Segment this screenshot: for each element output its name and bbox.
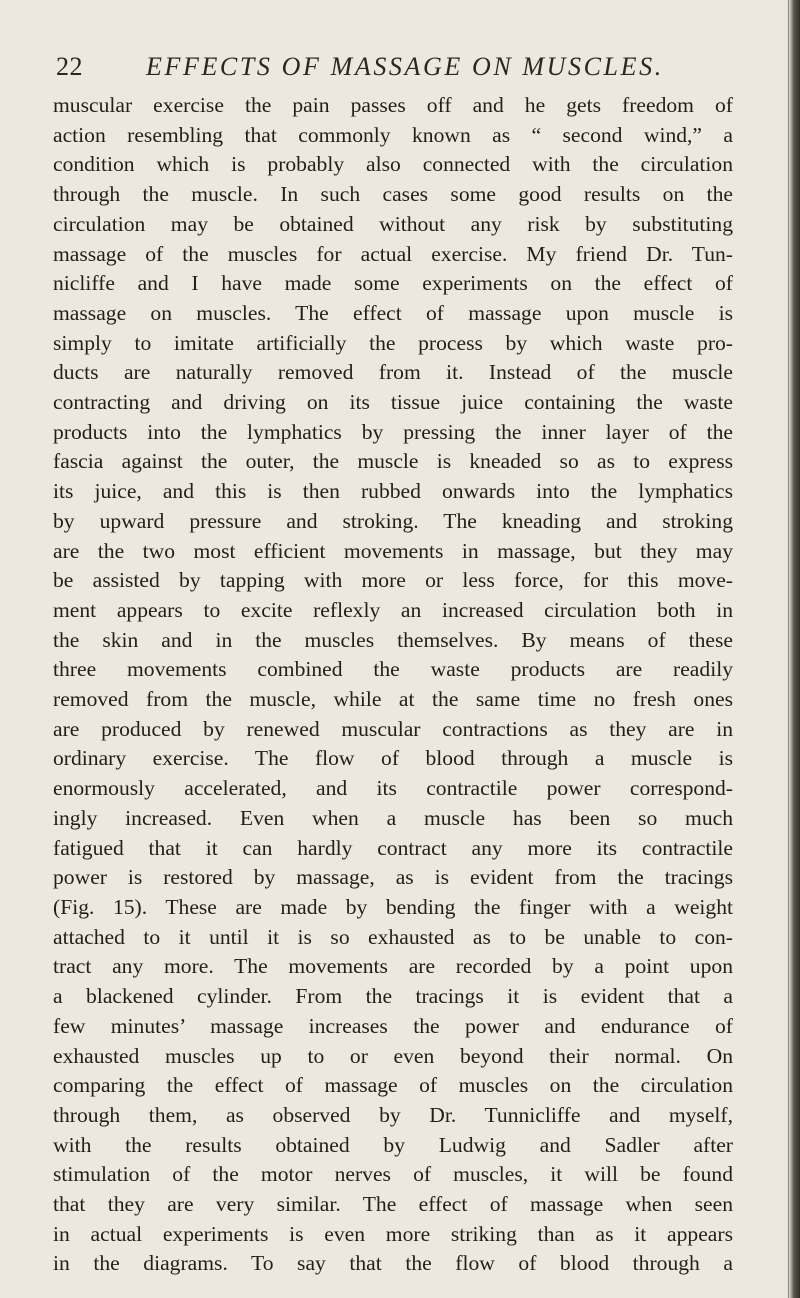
text-line: in actual experiments is even more striking than as it appears — [53, 1221, 733, 1246]
text-line: ment appears to excite reflexly an increased circulation both in — [53, 597, 733, 622]
text-line: products into the lymphatics by pressing the inner layer of the — [53, 419, 733, 444]
text-line: fascia against the outer, the muscle is kneaded so as to express — [53, 449, 733, 474]
text-line: action resembling that commonly known as “ second wind,” a — [53, 122, 733, 147]
text-line: be assisted by tapping with more or less force, for this move- — [53, 568, 733, 593]
text-line: stimulation of the motor nerves of muscles, it will be found — [53, 1162, 733, 1187]
text-line: enormously accelerated, and its contractile power correspond- — [53, 776, 733, 801]
page-header — [53, 52, 743, 86]
page-number: 22 — [56, 52, 83, 81]
text-line: are the two most efficient movements in massage, but they may — [53, 538, 733, 563]
text-line: its juice, and this is then rubbed onwards into the lymphatics — [53, 479, 733, 504]
text-line: in the diagrams. To say that the flow of blood through a — [53, 1251, 733, 1276]
text-line: a blackened cylinder. From the tracings it is evident that a — [53, 984, 733, 1009]
running-title: EFFECTS OF MASSAGE ON MUSCLES. — [146, 52, 664, 81]
text-line: are produced by renewed muscular contractions as they are in — [53, 716, 733, 741]
text-line: ducts are naturally removed from it. Instead of the muscle — [53, 360, 733, 385]
text-line: condition which is probably also connected with the circulation — [53, 152, 733, 177]
text-line: circulation may be obtained without any risk by substituting — [53, 211, 733, 236]
text-line: ingly increased. Even when a muscle has been so much — [53, 805, 733, 830]
text-line: muscular exercise the pain passes off and he gets freedom of — [53, 93, 733, 117]
text-line: by upward pressure and stroking. The kneading and stroking — [53, 508, 733, 533]
text-line: few minutes’ massage increases the power and endurance of — [53, 1013, 733, 1038]
text-line: (Fig. 15). These are made by bending the finger with a weight — [53, 894, 733, 919]
text-line: nicliffe and I have made some experiments on the effect of — [53, 271, 733, 296]
text-line: through them, as observed by Dr. Tunnicliffe and myself, — [53, 1102, 733, 1127]
text-line: massage on muscles. The effect of massage upon muscle is — [53, 300, 733, 325]
page-edge-line — [788, 0, 789, 1298]
text-line: simply to imitate artificially the process by which waste pro- — [53, 330, 733, 355]
text-line: three movements combined the waste products are readily — [53, 657, 733, 682]
text-line: tract any more. The movements are recorded by a point upon — [53, 954, 733, 979]
text-line: massage of the muscles for actual exercise. My friend Dr. Tun- — [53, 241, 733, 266]
text-line: comparing the effect of massage of muscles on the circulation — [53, 1073, 733, 1098]
text-line: ordinary exercise. The flow of blood through a muscle is — [53, 746, 733, 771]
text-line: that they are very similar. The effect of massage when seen — [53, 1192, 733, 1217]
text-line: with the results obtained by Ludwig and Sadler after — [53, 1132, 733, 1157]
body-text — [53, 91, 733, 1279]
text-line: through the muscle. In such cases some good results on the — [53, 182, 733, 207]
text-line: exhausted muscles up to or even beyond their normal. On — [53, 1043, 733, 1068]
text-line: power is restored by massage, as is evident from the tracings — [53, 865, 733, 890]
text-line: contracting and driving on its tissue juice containing the waste — [53, 390, 733, 415]
text-line: the skin and in the muscles themselves. By means of these — [53, 627, 733, 652]
text-line: attached to it until it is so exhausted as to be unable to con- — [53, 924, 733, 949]
text-line: removed from the muscle, while at the same time no fresh ones — [53, 687, 733, 712]
text-line: fatigued that it can hardly contract any more its contractile — [53, 835, 733, 860]
